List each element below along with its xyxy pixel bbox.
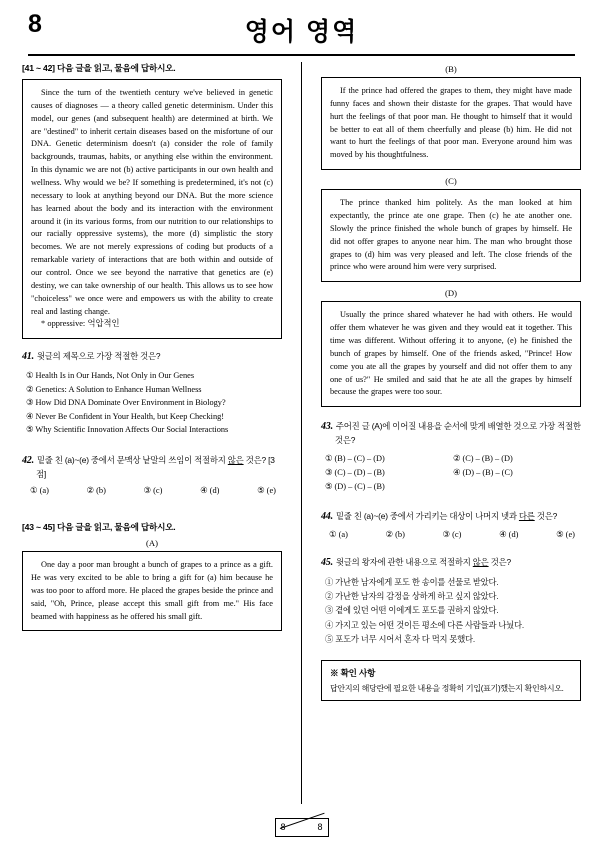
question-44-text-underlined: 다른: [518, 510, 535, 521]
question-45: [321, 555, 581, 646]
question-45-number: 45.: [321, 556, 333, 568]
choice-item[interactable]: ① (B) – (C) – (D): [325, 453, 385, 463]
question-45-text-part1: 윗글의 왕자에 관한 내용으로 적절하지: [335, 556, 473, 567]
question-42-text-underlined: 않은: [227, 454, 244, 465]
question-45-stem: [321, 555, 581, 570]
passage-text-D: Usually the prince shared whatever he had with others. He would offer them whatever he was given and they would eat it together. This time was different. Without offering it to anyone, (e) he finished the bunch of grapes by himself. One of the friends asked, "Prince! How come you ate all the grapes by yourself and did not offer them to any one of us?" He smiled and said that he ate all the grapes by himself because the grapes were too sour.: [330, 310, 572, 397]
question-43-number: 43.: [321, 421, 333, 433]
passage-text-A: One day a poor man brought a bunch of grapes to a prince as a gift. He was very excited to be able to bring a gift for (a) him because he was too poor to afford more. He placed the grapes beside the prince and said, "Oh, Prince, please accept this small gift from me." His face beamed with happiness as he offered his small gift.: [31, 560, 273, 621]
left-column: [22, 62, 294, 804]
question-45-choices: [321, 575, 581, 646]
question-45-text-underlined: 않은: [472, 556, 489, 567]
set-header-43-45: [43 ~ 45] 다음 글을 읽고, 물음에 답하시오.: [22, 522, 176, 533]
question-41-stem: [22, 349, 282, 364]
question-41-choices: [22, 369, 282, 436]
passage-footnote: * oppressive: 억압적인: [41, 319, 120, 329]
question-43-stem: [321, 419, 581, 447]
choice-item[interactable]: ② Genetics: A Solution to Enhance Human Wellness: [26, 384, 202, 394]
choice-item[interactable]: ③ (c): [442, 529, 462, 539]
choice-item[interactable]: ④ (D) – (B) – (C): [453, 468, 513, 478]
passage-box-A: [22, 551, 282, 631]
choice-item[interactable]: ① (a): [329, 529, 348, 539]
question-42-choices: [30, 485, 276, 495]
question-44-text-part2: 것은?: [534, 510, 558, 521]
choice-item[interactable]: ⑤ (D) – (C) – (B): [325, 482, 385, 492]
question-44-choices: [329, 529, 575, 539]
choice-item[interactable]: ④ (d): [499, 529, 519, 539]
question-41-number: 41.: [22, 351, 34, 363]
question-43: [321, 419, 581, 494]
footer-right-number: 8: [317, 822, 323, 832]
passage-text-B: If the prince had offered the grapes to them, they might have made funny faces and shown their distaste for the grapes. That would have hurt the feelings of that poor man. He thought to himself that it would be better to eat all of them cheerfully and please (b) him. He did not want to hurt the feelings of that poor man. Everyone around him was moved by his thoughtfulness.: [330, 86, 572, 160]
passage-box-B: [321, 77, 581, 170]
choice-item[interactable]: ② (b): [86, 486, 106, 496]
question-43-choices: [325, 452, 581, 495]
choice-item[interactable]: ② (C) – (B) – (D): [453, 453, 513, 463]
choice-item[interactable]: ⑤ 포도가 너무 시어서 혼자 다 먹지 못했다.: [325, 633, 475, 644]
question-42-text-part1: 밑줄 친 (a)~(e) 중에서 문맥상 낱말의 쓰임이 적절하지: [36, 454, 228, 465]
choice-item[interactable]: ⑤ (e): [556, 529, 575, 539]
choice-item[interactable]: ① Health Is in Our Hands, Not Only in Our Genes: [26, 371, 195, 381]
choice-item[interactable]: ④ Never Be Confident in Your Health, but Keep Checking!: [26, 411, 224, 421]
subject-title: 영어 영역: [244, 18, 359, 46]
passage-label-D: (D): [445, 288, 457, 299]
question-44-stem: [321, 509, 581, 524]
choice-item[interactable]: ③ How Did DNA Dominate Over Environment in Biology?: [26, 398, 226, 408]
question-42-stem: [22, 453, 282, 481]
passage-box-C: [321, 189, 581, 282]
choice-item[interactable]: ② (b): [385, 529, 405, 539]
passage-box-41-42: [22, 79, 282, 339]
page-footer: [0, 818, 603, 837]
set-header-41-42: [41 ~ 42] 다음 글을 읽고, 물음에 답하시오.: [22, 63, 176, 73]
passage-label-C: (C): [445, 176, 457, 187]
right-column: [309, 62, 581, 804]
choice-item[interactable]: ⑤ (e): [257, 486, 276, 496]
question-44-text-part1: 밑줄 친 (a)~(e) 중에서 가리키는 대상이 나머지 넷과: [335, 510, 519, 521]
choice-item[interactable]: ③ 곁에 있던 어떤 이에게도 포도를 권하지 않았다.: [325, 605, 499, 616]
passage-text-41-42: Since the turn of the twentieth century we've believed in genetic causes of diagnoses — a theory called genetic determinism. Under this model, our genes (and subsequent health) are determined at birth. We are "destined" to inherit certain diseases based on the misfortune of our DNA. Genetic determinism doesn't (a) consider the role of family backgrounds, traumas, habits, or anything else within the environment. In this dynamic we are not (b) active participants in our own health and wellness. Why would we be? If something is predetermined, it's not (c) necessary to look at anything beyond our DNA. But the more science has learned about the body and its interaction with the environment around it (in its various forms, from our nutrition to our relationships to our racially oppressive systems), the more (d) simplistic the story becomes. We are not merely expressions of coding but products of a remarkable variety of interactions that are both within and outside of our control. Once we see beyond the narrative that genetics are (e) destiny, we can take ownership of our health. This allows us to see how "choiceless" we once were and empowers us with the ability to create real and lasting change.: [31, 88, 273, 316]
passage-box-D: [321, 301, 581, 407]
question-45-text-part2: 것은?: [488, 556, 511, 567]
question-42: [22, 453, 282, 496]
exam-page: [0, 8, 603, 845]
confirmation-box: [321, 660, 581, 701]
choice-item[interactable]: ④ (d): [200, 486, 220, 496]
question-41: [22, 349, 282, 436]
question-43-text: 주어진 글 (A)에 이어질 내용을 순서에 맞게 배열한 것으로 가장 적절한 것은?: [335, 421, 581, 446]
page-footer-mark: [275, 818, 329, 837]
column-divider: [301, 62, 302, 804]
question-42-number: 42.: [22, 454, 34, 466]
passage-label-A: (A): [146, 538, 158, 549]
question-44-number: 44.: [321, 510, 333, 522]
choice-item[interactable]: ③ (C) – (D) – (B): [325, 468, 385, 478]
question-42-text-part2: 것은? [3점]: [36, 454, 275, 479]
choice-item[interactable]: ① (a): [30, 486, 49, 496]
confirmation-title: ※ 확인 사항: [330, 668, 376, 679]
choice-item[interactable]: ④ 가지고 있는 어떤 것이든 평소에 다른 사람들과 나눴다.: [325, 619, 524, 630]
choice-item[interactable]: ③ (c): [143, 486, 163, 496]
page-number: 8: [28, 10, 42, 38]
page-columns: [22, 62, 581, 804]
footer-left-number: 8: [280, 822, 286, 832]
question-41-text: 윗글의 제목으로 가장 적절한 것은?: [36, 351, 161, 362]
choice-item[interactable]: ② 가난한 남자의 감정을 상하게 하고 싶지 않았다.: [325, 591, 499, 601]
confirmation-text: 답안지의 해당란에 필요한 내용을 정확히 기입(표기)했는지 확인하시오.: [330, 684, 564, 694]
page-header: [28, 8, 575, 56]
choice-item[interactable]: ⑤ Why Scientific Innovation Affects Our Social Interactions: [26, 425, 229, 435]
choice-item[interactable]: ① 가난한 남자에게 포도 한 송이를 선물로 받았다.: [325, 576, 499, 587]
passage-text-C: The prince thanked him politely. As the man looked at him expectantly, the prince ate one grape. Then (c) he ate another one. Slowly the prince finished the whole bunch of grapes by himself. He did not offer grapes to anyone near him. The man who brought those grapes to (d) him was very pleased and left. The close friends of the prince who were around him were very surprised.: [330, 198, 572, 272]
passage-label-B: (B): [445, 64, 457, 74]
question-44: [321, 509, 581, 539]
